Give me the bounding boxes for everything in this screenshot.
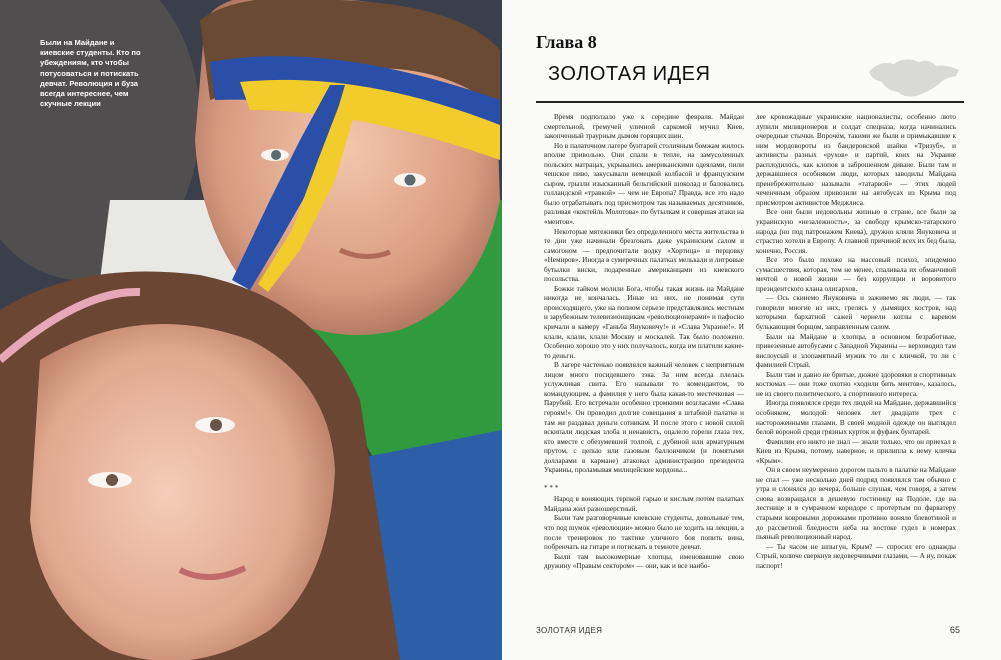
paragraph: — Ось скинемо Януковича и заживемо як люди, — так говорили многие из них, грелясь у дымящих костров, над которыми бархатной сажей чернели котлы с варевом булькающим борщом, заправленным салом. [756, 294, 956, 332]
paragraph: Время подползало уже к середине февраля. Майдан смертельной, гремучей уличной саркомой мучил Киев, закопченный траурным дымом горящих шин. [544, 113, 744, 141]
section-break: * * * [544, 483, 559, 492]
paragraph: лее кровожадные украинские националисты, особенно люто лупили милиционеров и солдат спецназа, когда начинались очередные стычки. Впрочем, такими же были и примыкавшие к ним мордовороты из бандеровской шайки «Тризуб», и активисты разных «рухов» и партий, коих на Украине расплодилось, как клопов в заброшенном диване. Были там и державшиеся особняком люди, которых заводилы Майдана пренебрежительно называли «татарвой» — этих людей чеченчным образом привозили на автобусах из Крыма под присмотром активистов Меджлиса. [756, 113, 956, 207]
paragraph: Фамилии его никто не знал — знали только, что он приехал в Киев из Крыма, потому, наверное, и прилипла к нему кличка «Крым». [756, 437, 956, 465]
photo-caption: Были на Майдане и киевские студенты. Кто по убеждениям, кто чтобы потусоваться и потискать девчат. Революция и буза всегда интереснее, чем скучные лекции [40, 38, 141, 109]
page-number: 65 [950, 625, 961, 635]
paragraph: — Ты часом не шпыгун, Крым? — спросил его однажды Стрый, колюче сверкнув недоверчивыми глазами, — А ну, покаж паспорт! [756, 542, 956, 570]
paragraph: Были там высокомерные хлопцы, именовавшие свою дружину «Правым сектором» — они, как и все наибо- [544, 552, 744, 571]
paragraph: Народ в воняющих терпкой гарью и кислым потом палатках Майдана жил разношерстный. [544, 495, 744, 513]
paragraph: Иногда появлялся среди тех людей на Майдане, державшийся особняком, молодой человек лет двадцати трех с настороженными глазами. В своей модной одежде он выглядел белой вороной среди грязных курток и фуфаек бунтарей. [756, 399, 956, 437]
paragraph: Некоторые мятежники без определенного места жительства в те дни уже начинали брезговать даже украинским салом и самогоном — предпочитали водку «Хортица» и перцовку «Немиров». Иногда в сумеречных палатках мелькали и литровые бутылки виски, подаренные американцами из киевского посольства. [544, 227, 744, 284]
paragraph: Были там и давно не бритые, дюжие здоровяки в спортивных костюмах — они тоже охотно «ходили бить ментов», казалось, не из своего политического, а спортивного интереса. [756, 370, 956, 398]
paragraph: Были на Майдане и хлопцы, в основном безработные, привезенные автобусами с Западной Украины — верховодил там вислоусый и злопамятный мужик то ли с кличкой, то ли с фамилией Стрый. [756, 332, 956, 370]
chapter-heading: Глава 8 [536, 32, 597, 52]
paragraph: В лагере частенько появлялся важный человек с неприятным лицом много посидевшего зэка. За ним всегда плелась услужливая свита. Его называли то комендантом, то командующим, а фамилия у него была какая-то местечковая — Парубий. Его встречали особенно громкими возгласами «Слава героям!». Он проводил долгие совещания в штабной палатке и там же раздавал деньги сотникам. И после этого с новой силой вскипали людская злоба и ненависть, оцалело горели глаза тех, кто вместе с обезумевшей толпой, с дубиной или арматурным прутом, с цепью или газовым баллончиком (и помятыми долларами в кармане) атаковал администрацию президента Украины, проламывая милицейские кордоны... [544, 361, 744, 475]
paragraph: Все это было похоже на массовый психоз, эпидемию сумасшествия, которая, тем не менее, спаливала их обманчивой мечтой о новой жизни — без коррупции и воровитого президентского клана олигархов. [756, 256, 956, 293]
text-page [502, 0, 1001, 660]
paragraph: Но в палаточном лагере бунтарей столичным бомжам жилось вполне привольно. Они спали в тепле, на замусоленных польских матрацах, укрывались американскими одеялами, пили чешское пиво, закусывали немецкой колбасой и французским сыром, грызли изысканный бельгийский шоколад и баловались голландской «травкой» — чем не Европа? Правда, все это надо было отрабатывать под присмотром так называемых десятников, разливая «коктейль Молотова» по бутылкам и совершая атаки на «ментов». [544, 141, 744, 227]
paragraph: Он в своем неумеренно дорогом пальто в палатке на Майдане не спал — уже несколько дней подряд появлялся там обычно с утра и слонялся до вечера, больше слушая, чем говоря, а затем снова возвращался в дешевую гостиницу на Подоле, где на лестнице и в сумрачном коридоре с протертым по фарватеру старыми ковровыми дорожками противно воняло блевотиной и до рассветной бледности неба на востоке гудел в номерах пьяный революционный народ. [756, 466, 956, 542]
paragraph: Все они были недовольны жизнью в стране, все были за украинскую «незалежность», за свободу крымско-татарского народа (но под патронажем Киева), дружно кляли Януковича и страстно хотели в Европу. А главной причиной всех их бед была, конечно, Россия. [756, 208, 956, 255]
title-rule [536, 101, 964, 103]
crimea-map-icon [864, 52, 964, 102]
running-footer-title: ЗОЛОТАЯ ИДЕЯ [536, 626, 603, 635]
chapter-title: ЗОЛОТАЯ ИДЕЯ [548, 63, 711, 85]
text-column-right [756, 113, 956, 571]
paragraph: Божки тайком молили Бога, чтобы такая жизнь на Майдане никогда не кончалась. Иные из них, не понимая сути происходящего, уже на полном серьезе представлялись местным и зарубежным телевизионщикам «революционерами» и пафосно кричали в камеру «Ганьба Януковичу!» и «Слава Украине!». И клали, клали, клали Москву и москалей. Так было положено. Особенно хорошо это у них получалось, когда им платили какие-то деньги. [544, 284, 744, 360]
paragraph: Были там разговорчивые киевские студенты, довольные тем, что под шумок «революции» можно было не ходить на лекции, а после тренировок по тактике уличного боя попить вина, побренчать на гитаре и потискать в темноте девчат. [544, 514, 744, 552]
text-column-left [544, 113, 744, 572]
